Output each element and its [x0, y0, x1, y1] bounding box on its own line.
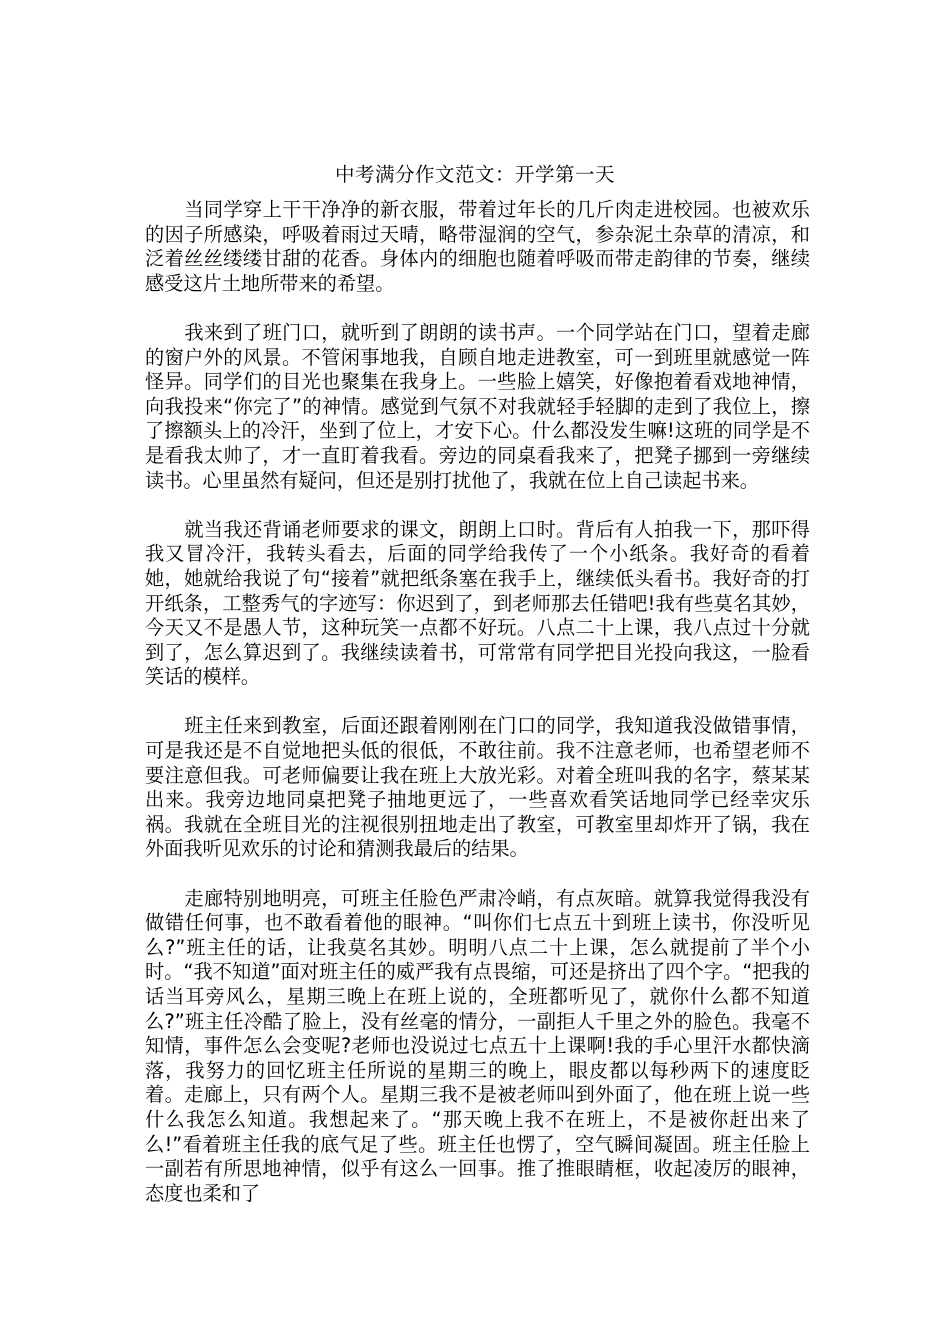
paragraph-2: 我来到了班门口，就听到了朗朗的读书声。一个同学站在门口，望着走廊的窗户外的风景。不管闲事地我，自顾自地走进教室，可一到班里就感觉一阵怪异。同学们的目光也聚集在我身上。一些脸上嬉笑，好像抱着看戏地神情，向我投来“你完了”的神情。感觉到气氛不对我就轻手轻脚的走到了我位上，擦了擦额头上的冷汗，坐到了位上，才安下心。什么都没发生嘛!这班的同学是不是看我太帅了，才一直盯着我看。旁边的同桌看我来了，把凳子挪到一旁继续读书。心里虽然有疑问，但还是别打扰他了，我就在位上自己读起书来。 [145, 320, 810, 492]
document-title: 中考满分作文范文：开学第一天 [334, 163, 615, 186]
paragraph-4: 班主任来到教室，后面还跟着刚刚在门口的同学，我知道我没做错事情，可是我还是不自觉地把头低的很低，不敢往前。我不注意老师，也希望老师不要注意但我。可老师偏要让我在班上大放光彩。对着全班叫我的名字，蔡某某出来。我旁边地同桌把凳子抽地更远了，一些喜欢看笑话地同学已经幸灾乐祸。我就在全班目光的注视很别扭地走出了教室，可教室里却炸开了锅，我在外面我听见欢乐的讨论和猜测我最后的结果。 [145, 714, 810, 861]
paragraph-1: 当同学穿上干干净净的新衣服，带着过年长的几斤肉走进校园。也被欢乐的因子所感染，呼吸着雨过天晴，略带湿润的空气，参杂泥土杂草的清凉，和泛着丝丝缕缕甘甜的花香。身体内的细胞也随着呼吸而带走韵律的节奏，继续感受这片土地所带来的希望。 [145, 198, 810, 295]
paragraph-3: 就当我还背诵老师要求的课文，朗朗上口时。背后有人拍我一下，那吓得我又冒冷汗，我转头看去，后面的同学给我传了一个小纸条。我好奇的看着她，她就给我说了句“接着”就把纸条塞在我手上，继续低头看书。我好奇的打开纸条，工整秀气的字迹写：你迟到了，到老师那去任错吧!我有些莫名其妙，今天又不是愚人节，这种玩笑一点都不好玩。八点二十上课，我八点过十分就到了，怎么算迟到了。我继续读着书，可常常有同学把目光投向我这，一脸看笑话的模样。 [145, 517, 810, 689]
document-body [145, 198, 810, 1231]
paragraph-5: 走廊特别地明亮，可班主任脸色严肃冷峭，有点灰暗。就算我觉得我没有做错任何事，也不敢看着他的眼神。“叫你们七点五十到班上读书，你没听见么?”班主任的话，让我莫名其妙。明明八点二十上课，怎么就提前了半个小时。“我不知道”面对班主任的威严我有点畏缩，可还是挤出了四个字。“把我的话当耳旁风么，星期三晚上在班上说的，全班都听见了，就你什么都不知道么?”班主任冷酷了脸上，没有丝毫的情分，一副拒人千里之外的脸色。我毫不知情，事件怎么会变呢?老师也没说过七点五十上课啊!我的手心里汗水都快滴落，我努力的回忆班主任所说的星期三的晚上，眼皮都以每秒两下的速度眨着。走廊上，只有两个人。星期三我不是被老师叫到外面了，他在班上说一些什么我怎么知道。我想起来了。“那天晚上我不在班上，不是被你赶出来了么!”看着班主任我的底气足了些。班主任也愣了，空气瞬间凝固。班主任脸上一副若有所思地神情，似乎有这么一回事。推了推眼睛框，收起凌厉的眼神，态度也柔和了 [145, 886, 810, 1205]
